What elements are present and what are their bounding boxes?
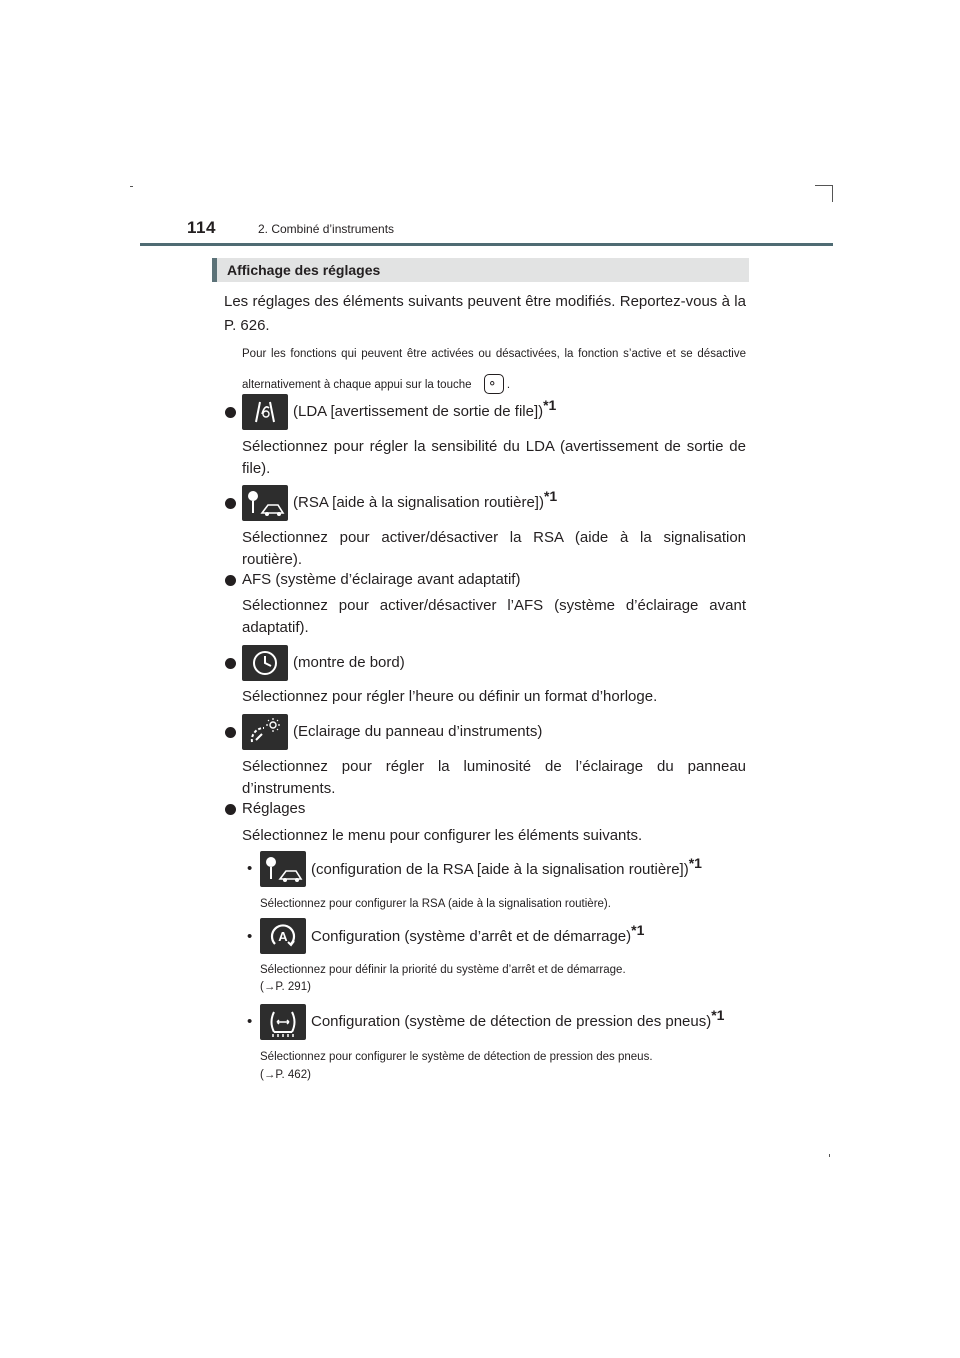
clock-icon (242, 645, 288, 681)
sub-item-label: Configuration (système d’arrêt et de démarrage)$^{*1}$ (311, 922, 645, 945)
panel-illumination-icon (242, 714, 288, 750)
item-label: (Eclairage du panneau d’instruments) (293, 723, 543, 740)
bullet (225, 727, 236, 738)
sub-item-description: Sélectionnez pour définir la priorité du système d’arrêt et de démarrage. (260, 964, 626, 976)
header-rule (140, 243, 833, 246)
item-label: AFS (système d’éclairage avant adaptatif) (242, 571, 521, 588)
sub-item-description: Sélectionnez pour configurer le système de détection de pression des pneus. (260, 1051, 653, 1063)
bullet (225, 498, 236, 509)
section-title: Affichage des réglages (227, 262, 381, 278)
road-sign-assist-icon (242, 485, 288, 521)
sub-bullet: • (247, 860, 253, 877)
item-label: (RSA [aide à la signalisation routière])$^{*1}$ (293, 488, 558, 511)
item-description: Sélectionnez pour régler la luminosité de l’éclairage du panneau d’instruments. (242, 758, 746, 797)
crop-mark (130, 186, 133, 187)
bullet (225, 407, 236, 418)
bullet (225, 804, 236, 815)
item-description: Sélectionnez pour régler l’heure ou définir un format d’horloge. (242, 688, 658, 705)
display-change-button-icon (484, 374, 504, 394)
road-sign-assist-icon (260, 851, 306, 887)
item-label: (LDA [avertissement de sortie de file])$^{*1}$ (293, 397, 557, 420)
page-reference: (→P. 462) (260, 1069, 311, 1081)
crop-mark (832, 185, 833, 202)
item-description: Sélectionnez pour régler la sensibilité du LDA (avertissement de sortie de file). (242, 438, 746, 477)
bullet (225, 575, 236, 586)
item-label: (montre de bord) (293, 654, 405, 671)
intro-text: Les réglages des éléments suivants peuvent être modifiés. Reportez-vous à la P. 626. (224, 293, 746, 334)
sub-item-description: Sélectionnez pour configurer la RSA (aide à la signalisation routière). (260, 898, 611, 910)
section-banner (212, 258, 749, 282)
chapter-title: 2. Combiné d’instruments (258, 222, 395, 236)
lane-departure-alert-icon (242, 394, 288, 430)
sub-item-label: Configuration (système de détection de pression des pneus)$^{*1}$ (311, 1007, 725, 1030)
intro-note: Pour les fonctions qui peuvent être activées ou désactivées, la fonction s’active et se désactive alternativement à chaque appui sur la touche . (242, 339, 746, 400)
item-description: Sélectionnez pour activer/désactiver l’AFS (système d’éclairage avant adaptatif). (242, 597, 746, 636)
crop-mark (815, 185, 833, 186)
item-label: Réglages (242, 800, 306, 817)
svg-text:A: A (278, 929, 288, 944)
item-description: Sélectionnez le menu pour configurer les éléments suivants. (242, 827, 643, 844)
sub-bullet: • (247, 1013, 253, 1030)
sub-item-label: (configuration de la RSA [aide à la signalisation routière])$^{*1}$ (311, 855, 702, 878)
sub-bullet: • (247, 928, 253, 945)
item-description: Sélectionnez pour activer/désactiver la RSA (aide à la signalisation routière). (242, 529, 746, 568)
page-reference: (→P. 291) (260, 981, 311, 993)
page-number: 114 (187, 218, 216, 237)
crop-mark (829, 1154, 830, 1157)
bullet (225, 658, 236, 669)
stop-start-system-icon (260, 918, 306, 954)
tire-pressure-icon (260, 1004, 306, 1040)
